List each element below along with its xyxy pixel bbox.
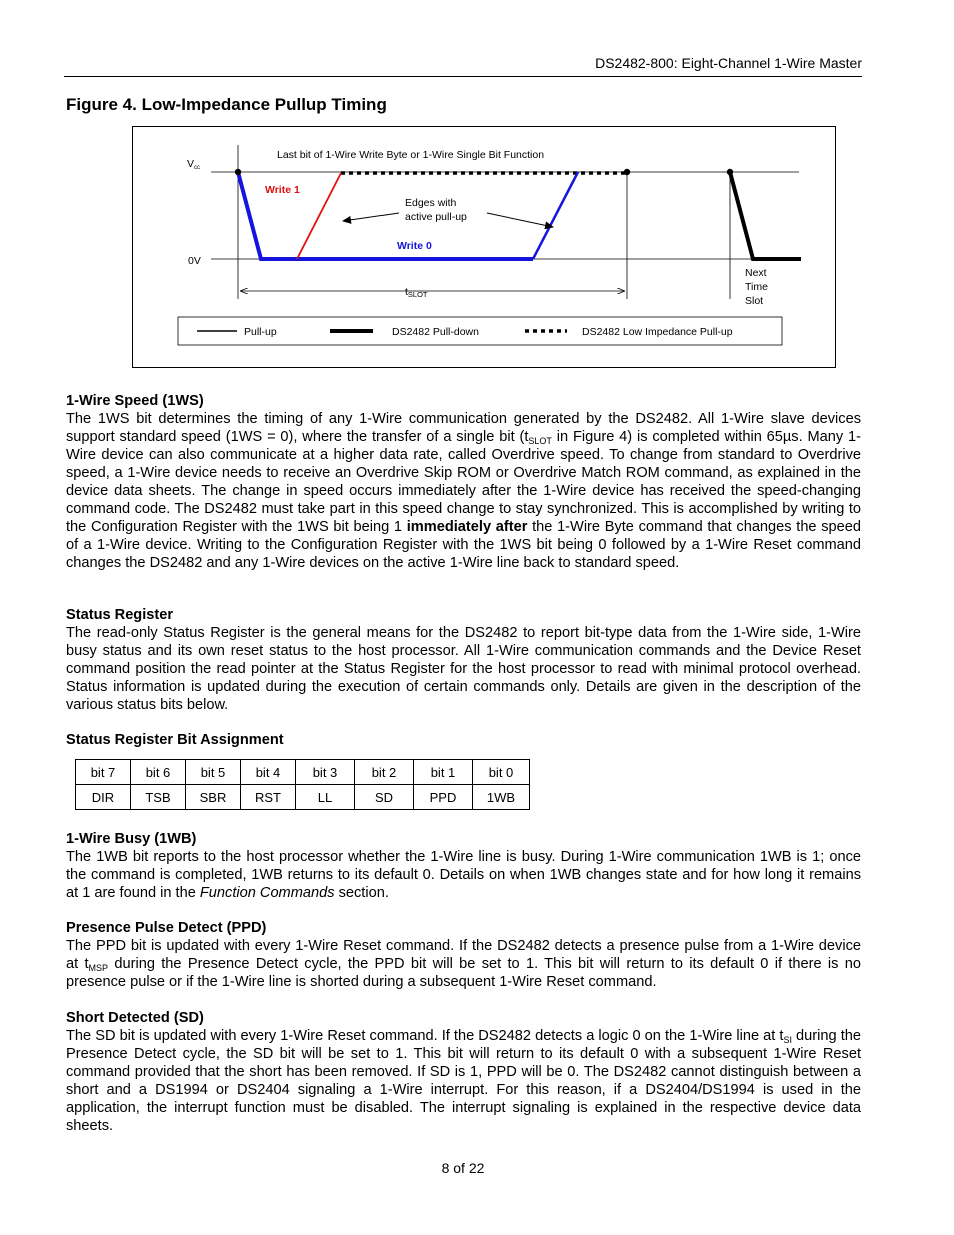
table-cell: 1WB: [473, 785, 530, 810]
document-header: DS2482-800: Eight-Channel 1-Wire Master: [595, 55, 862, 71]
next-slot-line3: Slot: [745, 295, 764, 307]
edges-label-line2: active pull-up: [405, 211, 467, 223]
section-body: The SD bit is updated with every 1-Wire Reset command. If the DS2482 detects a logic 0 on the 1-Wire line at $t_{SI}$ during the Presence Detect cycle, the SD bit will be set to 1. This bit will return to its default 0 with a subsequent 1-Wire Reset command provided that the short has been removed. If SD is 1, PPD will be 0. The DS2482 cannot distinguish between a short and a DS1994 or DS2404 signaling a 1-Wire interrupt. For this reason, if a DS2404/DS1994 is used in the application, the interrupt function must be disabled. The interrupt signaling is explained in the respective device data sheets.: [66, 1028, 861, 1134]
section-heading: 1-Wire Busy (1WB): [66, 831, 197, 847]
next-slot-line1: Next: [745, 267, 767, 279]
table-cell: DIR: [76, 785, 131, 810]
legend-pullup-label: Pull-up: [244, 326, 277, 338]
top-annotation: Last bit of 1-Wire Write Byte or 1-Wire Single Bit Function: [277, 149, 545, 161]
header-rule: [64, 76, 862, 77]
section-status-register: [66, 606, 861, 714]
start-dot: [235, 169, 241, 175]
table-cell: bit 2: [355, 760, 414, 785]
edge-arrow-right: [487, 213, 553, 227]
table-row: [76, 785, 530, 810]
legend-pulldown-label: DS2482 Pull-down: [392, 326, 479, 338]
table-cell: SBR: [186, 785, 241, 810]
figure-title: Figure 4. Low-Impedance Pullup Timing: [66, 95, 387, 114]
section-heading: Status Register Bit Assignment: [66, 732, 284, 748]
table-cell: bit 6: [131, 760, 186, 785]
vcc-label: Vcc: [187, 158, 201, 171]
slot-end-dot: [624, 169, 630, 175]
section-heading: 1-Wire Speed (1WS): [66, 393, 204, 409]
section-heading: Status Register: [66, 607, 174, 623]
section-presence-pulse-detect: [66, 919, 861, 991]
next-slot-waveform: [730, 172, 801, 259]
write0-label: Write 0: [397, 240, 432, 252]
legend-low-imp-label: DS2482 Low Impedance Pull-up: [582, 326, 733, 338]
edge-arrow-left: [343, 213, 399, 221]
section-1wire-speed: [66, 392, 861, 572]
edges-label-line1: Edges with: [405, 197, 457, 209]
table-cell: PPD: [414, 785, 473, 810]
tslot-label: tSLOT: [405, 286, 428, 299]
section-body: The read-only Status Register is the general means for the DS2482 to report bit-type data from the 1-Wire side, 1-Wire busy status and its own reset status to the host processor. All 1-Wire communication commands and the Device Reset command position the read pointer at the Status Register for the host processor to read with minimal protocol overhead. Status information is updated during the execution of certain commands only. Details are given in the description of the various status bits below.: [66, 625, 861, 713]
table-cell: TSB: [131, 785, 186, 810]
table-cell: bit 1: [414, 760, 473, 785]
section-heading: Short Detected (SD): [66, 1010, 204, 1026]
table-cell: RST: [241, 785, 296, 810]
section-short-detected: [66, 1009, 861, 1135]
section-heading: Presence Pulse Detect (PPD): [66, 920, 267, 936]
table-cell: bit 0: [473, 760, 530, 785]
table-cell: bit 5: [186, 760, 241, 785]
write1-label: Write 1: [265, 184, 300, 196]
section-body: The 1WS bit determines the timing of any 1-Wire communication generated by the DS2482. All 1-Wire slave devices support standard speed (1WS = 0), where the transfer of a single bit ($t_{SLOT}$ in Figure 4) is completed within 65µs. Many 1-Wire device can also communicate at a higher data rate, called Overdrive speed. To change from standard to Overdrive speed, a 1-Wire device needs to receive an Overdrive Skip ROM or Overdrive Match ROM command, as explained in the device data sheets. The change in speed occurs immediately after the 1-Wire device has received the speed-changing command code. The DS2482 must take part in this speed change to stay synchronized. This is accomplished by writing to the Configuration Register with the 1WS bit being 1 immediately after the 1-Wire Byte command that changes the speed of a 1-Wire device. Writing to the Configuration Register with the 1WS bit being 0 followed by a 1-Wire Reset command changes the DS2482 and any 1-Wire devices on the active 1-Wire line back to standard speed.: [66, 411, 861, 571]
zero-volt-label: 0V: [188, 255, 201, 267]
table-cell: LL: [296, 785, 355, 810]
timing-figure: [132, 126, 836, 368]
table-cell: SD: [355, 785, 414, 810]
section-bit-assignment: [66, 731, 861, 749]
write1-rising-edge: [297, 173, 341, 259]
next-slot-line2: Time: [745, 281, 768, 293]
section-1wire-busy: [66, 830, 861, 902]
section-body: The PPD bit is updated with every 1-Wire Reset command. If the DS2482 detects a presence pulse from a 1-Wire device at $t_{MSP}$ during the Presence Detect cycle, the PPD bit will be set to 1. This bit will return to its default 0 if there is no presence pulse or if the 1-Wire line is shorted during a subsequent 1-Wire Reset command.: [66, 938, 862, 990]
table-cell: bit 4: [241, 760, 296, 785]
table-cell: bit 3: [296, 760, 355, 785]
timing-diagram: [133, 127, 835, 367]
write0-rising-edge: [533, 172, 578, 259]
page-number: 8 of 22: [441, 1160, 485, 1176]
figure-legend: [178, 317, 782, 345]
table-row: [76, 760, 530, 785]
section-body: The 1WB bit reports to the host processor whether the 1-Wire line is busy. During 1-Wire communication 1WB is 1; once the command is completed, 1WB returns to its default 0. Details on when 1WB changes state and for how long it remains at 1 are found in the Function Commands section.: [66, 849, 861, 901]
table-cell: bit 7: [76, 760, 131, 785]
status-register-bit-table: [75, 759, 530, 810]
